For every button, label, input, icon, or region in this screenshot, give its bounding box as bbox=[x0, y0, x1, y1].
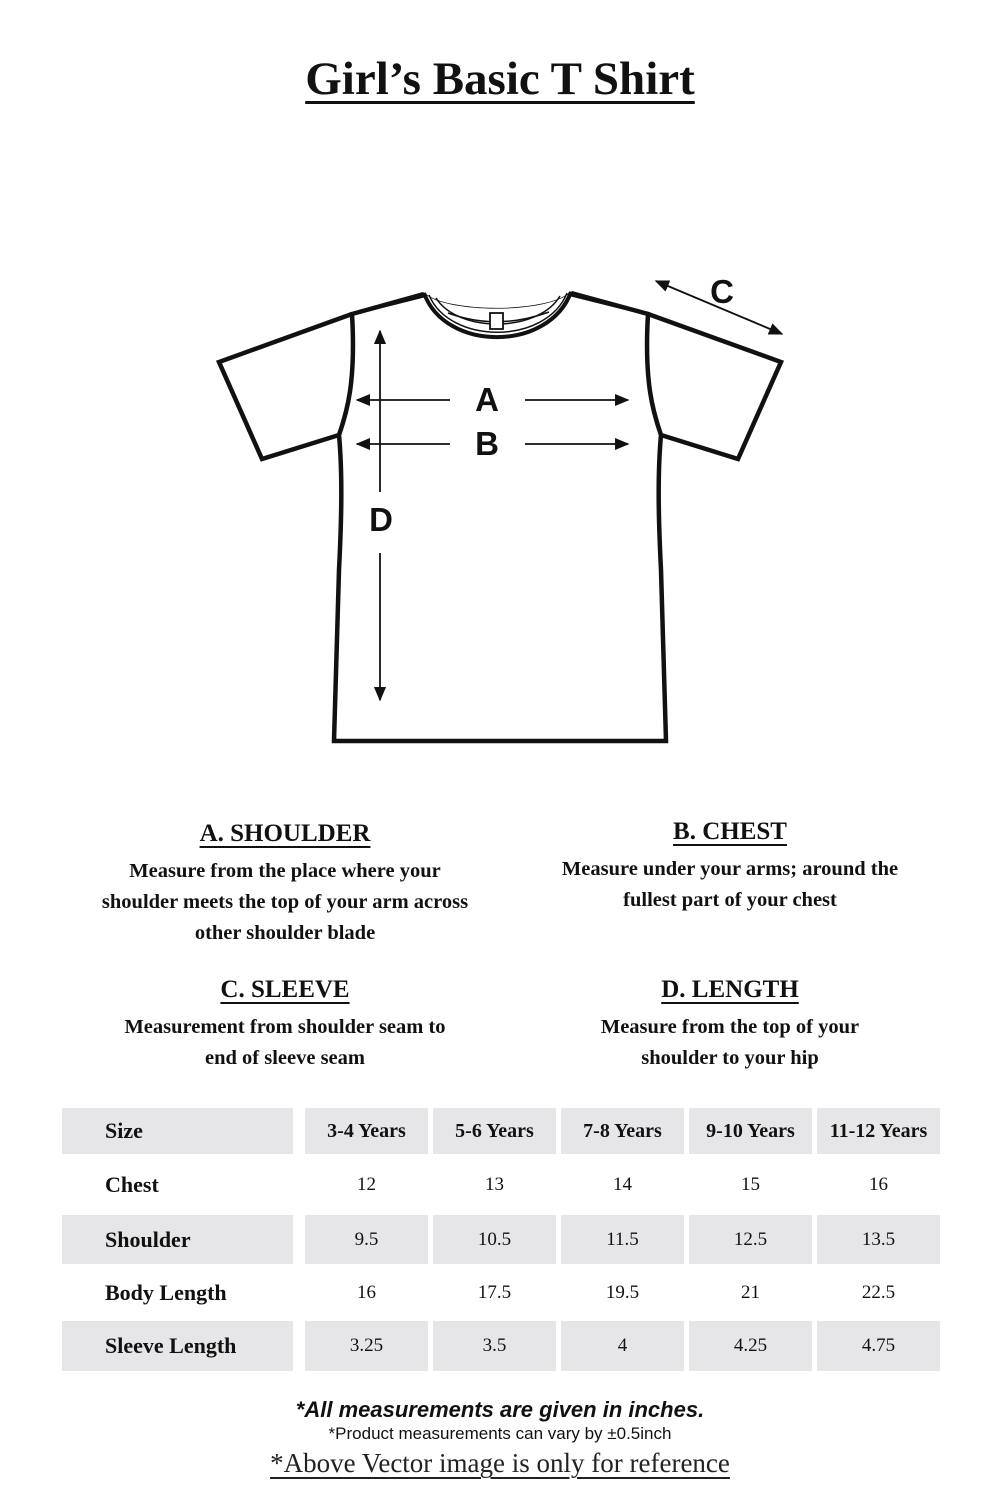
right-sleeve bbox=[648, 314, 781, 459]
value-cell: 16 bbox=[357, 1281, 376, 1303]
label-shoulder-a: A bbox=[475, 381, 499, 418]
value-cell: 12.5 bbox=[689, 1215, 812, 1264]
value-cell: 3.5 bbox=[433, 1321, 556, 1371]
table-row-body-length bbox=[62, 1264, 940, 1321]
value-cell: 21 bbox=[741, 1281, 760, 1303]
section-heading: C. SLEEVE bbox=[220, 976, 350, 1003]
header-cell: 5-6 Years bbox=[433, 1108, 556, 1154]
table-row-shoulder bbox=[62, 1215, 940, 1264]
section-sleeve bbox=[70, 976, 500, 1074]
value-cell: 14 bbox=[613, 1173, 632, 1195]
section-chest bbox=[515, 818, 945, 916]
value-cell: 12 bbox=[357, 1173, 376, 1195]
section-body: Measure from the top of your shoulder to your hip bbox=[600, 1016, 860, 1070]
value-cell: 19.5 bbox=[605, 1281, 640, 1303]
label-length-d: D bbox=[369, 501, 393, 538]
tshirt-diagram bbox=[180, 240, 820, 760]
value-cell: 4.25 bbox=[689, 1321, 812, 1371]
section-heading: B. CHEST bbox=[673, 818, 787, 845]
value-cell: 17.5 bbox=[477, 1281, 512, 1303]
row-label: Chest bbox=[105, 1171, 159, 1197]
header-cell: 3-4 Years bbox=[305, 1108, 428, 1154]
row-label: Sleeve Length bbox=[62, 1321, 293, 1371]
value-cell: 22.5 bbox=[861, 1281, 896, 1303]
value-cell: 10.5 bbox=[433, 1215, 556, 1264]
value-cell: 3.25 bbox=[305, 1321, 428, 1371]
value-cell: 9.5 bbox=[305, 1215, 428, 1264]
table-row-chest bbox=[62, 1154, 940, 1215]
table-row-sleeve-length bbox=[62, 1321, 940, 1371]
section-length bbox=[515, 976, 945, 1074]
value-cell: 13.5 bbox=[817, 1215, 940, 1264]
footnote-reference: *Above Vector image is only for reference bbox=[270, 1448, 730, 1478]
value-cell: 11.5 bbox=[561, 1215, 684, 1264]
section-body: Measure from the place where your shoulder meets the top of your arm across other shoulder blade bbox=[101, 860, 469, 945]
header-cell: 7-8 Years bbox=[561, 1108, 684, 1154]
tshirt-outline bbox=[219, 292, 781, 741]
value-cell: 4.75 bbox=[817, 1321, 940, 1371]
section-heading: D. LENGTH bbox=[661, 976, 799, 1003]
header-cell-size: Size bbox=[62, 1108, 293, 1154]
row-label: Body Length bbox=[105, 1279, 227, 1305]
label-sleeve-c: C bbox=[710, 273, 734, 310]
section-body: Measure under your arms; around the fullest part of your chest bbox=[561, 858, 899, 912]
value-cell: 4 bbox=[561, 1321, 684, 1371]
footnote-inches: *All measurements are given in inches. bbox=[295, 1397, 705, 1422]
section-heading: A. SHOULDER bbox=[199, 820, 371, 847]
footnote-tolerance: *Product measurements can vary by ±0.5inch bbox=[328, 1424, 672, 1443]
header-cell: 9-10 Years bbox=[689, 1108, 812, 1154]
header-cell: 11-12 Years bbox=[817, 1108, 940, 1154]
value-cell: 16 bbox=[869, 1173, 888, 1195]
size-table bbox=[62, 1108, 940, 1371]
value-cell: 13 bbox=[485, 1173, 504, 1195]
left-sleeve bbox=[219, 314, 352, 459]
table-header-row bbox=[62, 1108, 940, 1154]
value-cell: 15 bbox=[741, 1173, 760, 1195]
label-chest-b: B bbox=[475, 425, 499, 462]
section-body: Measurement from shoulder seam to end of sleeve seam bbox=[124, 1016, 446, 1070]
collar-tag bbox=[490, 313, 503, 329]
page-title: Girl’s Basic T Shirt bbox=[305, 53, 695, 105]
row-label: Shoulder bbox=[62, 1215, 293, 1264]
section-shoulder bbox=[70, 820, 500, 949]
